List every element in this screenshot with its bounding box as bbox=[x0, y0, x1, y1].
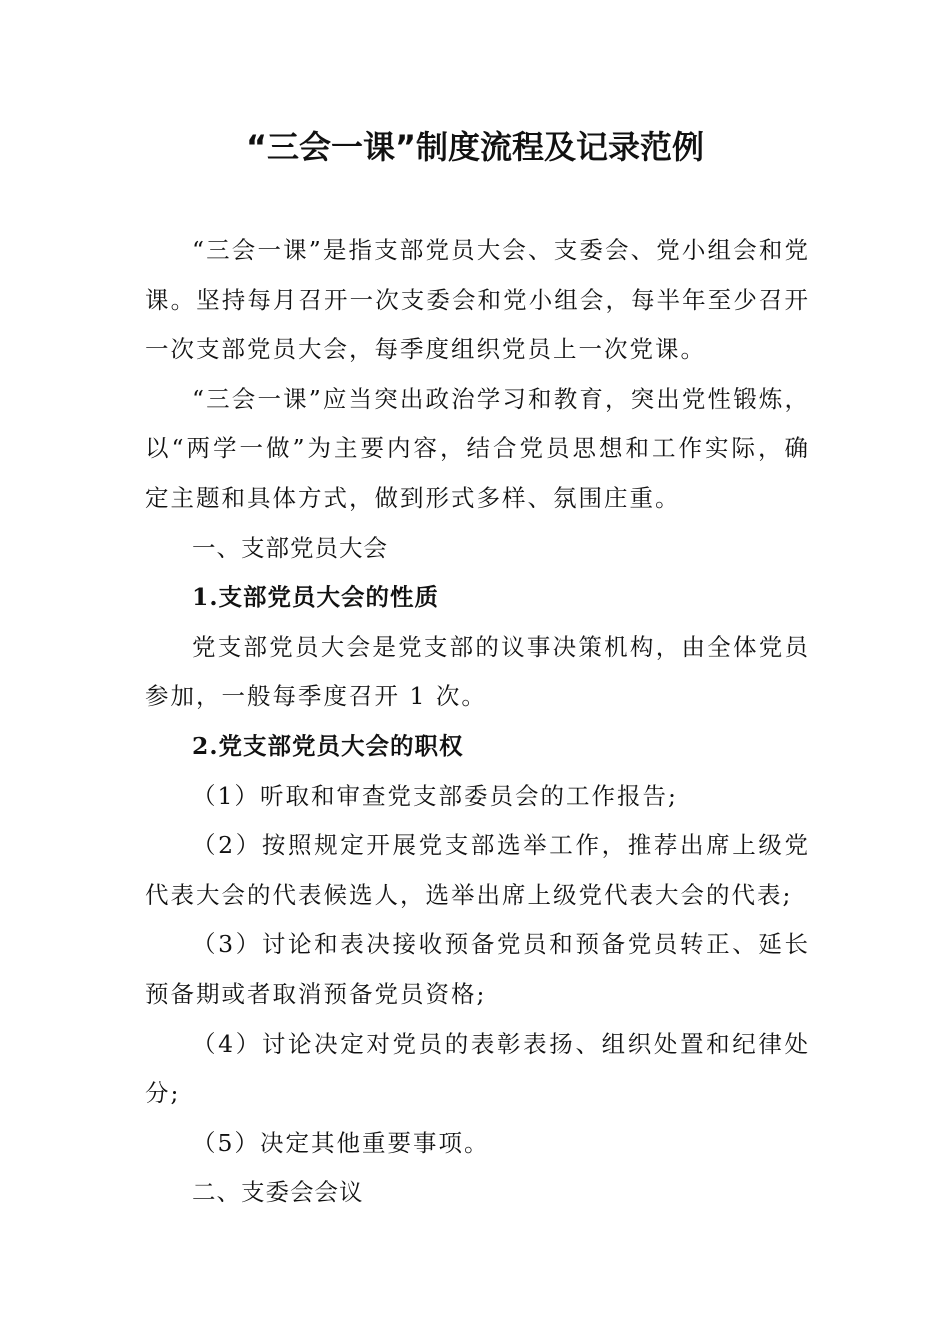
paragraph-intro-2: “三会一课”应当突出政治学习和教育，突出党性锻炼，以“两学一做”为主要内容，结合党员思想和工作实际，确定主题和具体方式，做到形式多样、氛围庄重。 bbox=[145, 384, 810, 512]
list-item-1: （1）听取和审查党支部委员会的工作报告; bbox=[192, 781, 678, 810]
paragraph-nature: 党支部党员大会是党支部的议事决策机构，由全体党员参加，一般每季度召开 1 次。 bbox=[145, 632, 810, 711]
document-body bbox=[145, 226, 810, 1218]
section-heading-2: 二、支委会会议 bbox=[192, 1178, 364, 1207]
document-title: “三会一课”制度流程及记录范例 bbox=[245, 128, 705, 166]
paragraph-intro-1: “三会一课”是指支部党员大会、支委会、党小组会和党课。坚持每月召开一次支委会和党小组会，每半年至少召开一次支部党员大会，每季度组织党员上一次党课。 bbox=[145, 236, 810, 364]
list-item-4: （4）讨论决定对党员的表彰表扬、组织处置和纪律处分; bbox=[145, 1029, 810, 1108]
subsection-heading-2: 2.党支部党员大会的职权 bbox=[192, 731, 464, 760]
list-item-5: （5）决定其他重要事项。 bbox=[192, 1128, 490, 1157]
subsection-heading-1: 1.支部党员大会的性质 bbox=[192, 583, 440, 612]
section-heading-1: 一、支部党员大会 bbox=[192, 533, 388, 562]
list-item-3: （3）讨论和表决接收预备党员和预备党员转正、延长预备期或者取消预备党员资格; bbox=[145, 930, 810, 1008]
list-item-2: （2）按照规定开展党支部选举工作，推荐出席上级党代表大会的代表候选人，选举出席上级党代表大会的代表; bbox=[145, 831, 810, 909]
